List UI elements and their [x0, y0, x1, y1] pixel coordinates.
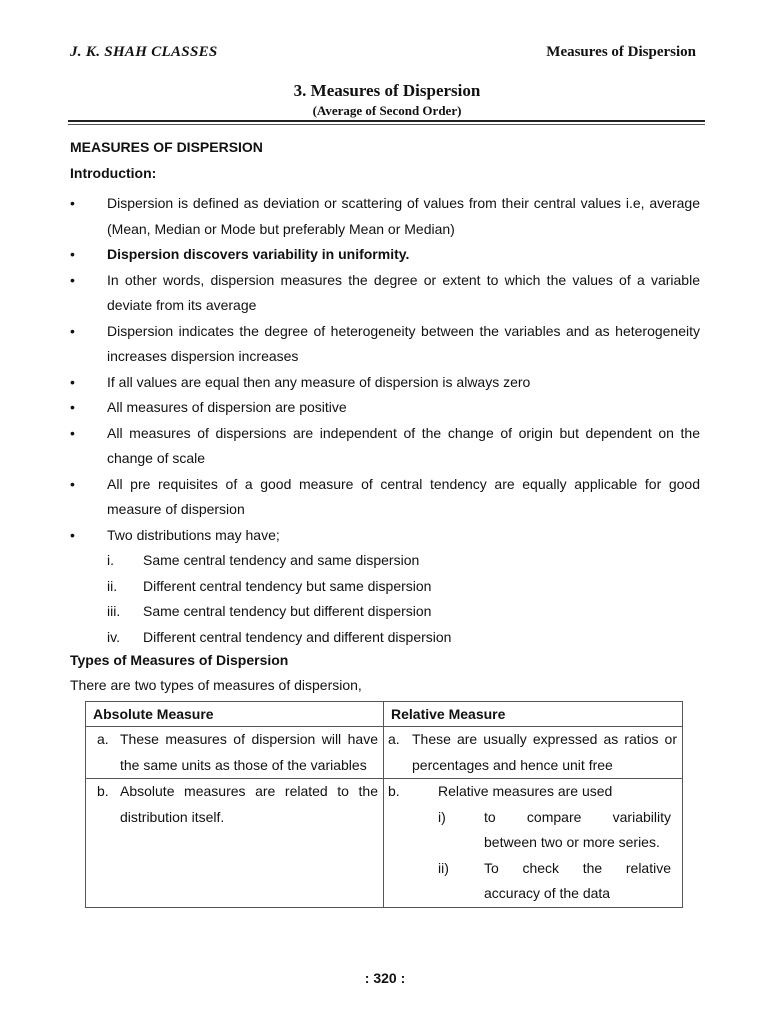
bullet-icon: • — [70, 322, 75, 339]
sub-list-item — [107, 625, 700, 651]
table-cell-relative — [384, 779, 683, 908]
bullet-icon: • — [70, 246, 75, 262]
sub-item-number: iii. — [107, 603, 121, 619]
sub-item-text: Same central tendency but different dispersion — [143, 603, 432, 619]
absolute-measure-header: Absolute Measure — [86, 702, 384, 727]
point-label: a. — [97, 731, 109, 747]
bullet-icon: • — [70, 373, 75, 390]
bullet-icon: • — [70, 271, 75, 288]
relative-measure-header: Relative Measure — [384, 702, 683, 727]
page-header — [70, 44, 696, 64]
sub-item-number: iv. — [107, 628, 120, 645]
sub-list-item — [107, 599, 700, 625]
sub-list-item — [107, 574, 700, 600]
chapter-reference: Measures of Dispersion — [546, 44, 696, 60]
chapter-title: 3. Measures of Dispersion — [293, 81, 481, 100]
sub-item-text: to compare variability between two or more series. — [484, 808, 671, 850]
title-block — [70, 81, 704, 119]
introduction-bullet-list — [70, 191, 700, 650]
bullet-text: In other words, dispersion measures the degree or extent to which the values of a variable deviate from its average — [107, 271, 700, 313]
bullet-item — [70, 268, 700, 319]
bullet-item — [70, 395, 700, 421]
point-label: b. — [97, 783, 109, 799]
relative-sub-item — [384, 856, 677, 907]
sub-item-text: Different central tendency and different dispersion — [143, 628, 452, 645]
bullet-text: All pre requisites of a good measure of central tendency are equally applicable for good measure of dispersion — [107, 475, 700, 517]
relative-sub-item — [384, 805, 677, 856]
table-cell-absolute — [86, 727, 384, 779]
sub-item-text: To check the relative accuracy of the data — [484, 859, 671, 901]
types-heading: Types of Measures of Dispersion — [70, 652, 289, 668]
point-text: Absolute measures are related to the distribution itself. — [120, 783, 378, 825]
title-rule-thin — [68, 124, 705, 125]
bullet-text: Dispersion discovers variability in uniformity. — [107, 246, 410, 262]
point-text: These are usually expressed as ratios or percentages and hence unit free — [412, 731, 677, 773]
bullet-item — [70, 191, 700, 242]
point-label: a. — [388, 731, 400, 747]
bullet-text: All measures of dispersions are independent of the change of origin but dependent on the change of scale — [107, 424, 700, 466]
table-row — [86, 727, 683, 779]
sub-item-number: ii) — [438, 859, 449, 876]
introduction-heading: Introduction: — [70, 165, 157, 181]
table-cell-relative — [384, 727, 683, 779]
bullet-item — [70, 523, 700, 651]
point-text: Relative measures are used — [438, 783, 613, 799]
table-row — [86, 779, 683, 908]
bullet-icon: • — [70, 399, 75, 415]
table-cell-absolute — [86, 779, 384, 908]
bullet-text: Dispersion is defined as deviation or scattering of values from their central values i.e, average (Mean, Median or Mode but preferably Mean or Median) — [107, 195, 700, 237]
sub-item-number: i. — [107, 552, 114, 568]
distribution-sub-list — [107, 548, 700, 650]
bullet-item — [70, 319, 700, 370]
chapter-subtitle: (Average of Second Order) — [312, 103, 462, 118]
bullet-text: Two distributions may have; — [107, 526, 280, 543]
bullet-item — [70, 242, 700, 268]
sub-item-number: i) — [438, 808, 446, 825]
bullet-icon: • — [70, 526, 75, 543]
table-header-row — [86, 702, 683, 727]
bullet-icon: • — [70, 424, 75, 441]
bullet-icon: • — [70, 475, 75, 492]
page-number: : 320 : — [364, 970, 406, 986]
sub-item-number: ii. — [107, 577, 118, 594]
title-rule-thick — [68, 120, 705, 122]
absolute-point-b — [86, 779, 383, 830]
types-intro-text: There are two types of measures of dispersion, — [70, 677, 362, 693]
point-label: b. — [388, 783, 400, 799]
point-text: These measures of dispersion will have the same units as those of the variables — [120, 731, 378, 773]
bullet-icon: • — [70, 195, 75, 211]
sub-list-item — [107, 548, 700, 574]
brand-name: J. K. SHAH CLASSES — [70, 44, 218, 60]
bullet-text: If all values are equal then any measure of dispersion is always zero — [107, 373, 531, 390]
bullet-item — [70, 421, 700, 472]
bullet-text: All measures of dispersion are positive — [107, 399, 347, 415]
absolute-point-a — [86, 727, 383, 778]
sub-item-text: Different central tendency but same dispersion — [143, 577, 432, 594]
relative-point-b — [384, 779, 682, 907]
relative-point-a — [384, 727, 682, 778]
section-heading: MEASURES OF DISPERSION — [70, 139, 263, 155]
bullet-item — [70, 472, 700, 523]
bullet-text: Dispersion indicates the degree of heterogeneity between the variables and as heterogeneity increases dispersion increases — [107, 322, 700, 364]
sub-item-text: Same central tendency and same dispersion — [143, 552, 420, 568]
bullet-item — [70, 370, 700, 396]
comparison-table — [85, 701, 683, 908]
